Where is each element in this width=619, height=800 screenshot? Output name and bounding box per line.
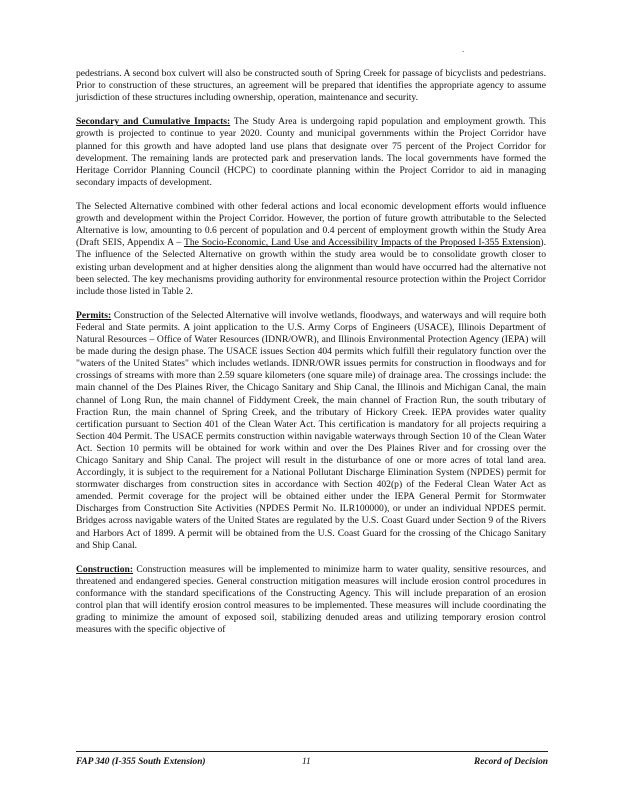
paragraph-text: Construction measures will be implemented to minimize harm to water quality, sensitive resources, and threatened and endangered species. General construction mitigation measures will include erosion control procedures in conformance with the standard specifications of the Constructing Agency. This will include preparation of an erosion control plan that will identify erosion control measures to be implemented. These measures will include coordinating the grading to minimize the amount of exposed soil, stabilizing denuded areas and utilizing temporary erosion control measures with the specific objective of <box>76 563 546 636</box>
paragraph-permits <box>76 310 546 552</box>
footer-page-number: 11 <box>302 757 311 767</box>
footer-divider <box>76 751 548 752</box>
paragraph-selected-alternative-growth <box>76 201 546 298</box>
paragraph-pedestrian-culvert <box>76 68 546 104</box>
paragraph-text: The Selected Alternative combined with other federal actions and local economic development efforts would influence growth and development within the Project Corridor. However, the portion of future growth attributable to the Selected Alternative is low, amounting to 0.6 percent of population and 0.4 percent of employment growth within the Study Area (Draft SEIS, Appendix A – <box>76 201 546 249</box>
paragraph-text: The Study Area is undergoing rapid population and employment growth. This growth is projected to continue to year 2020. County and municipal governments within the Project Corridor have planned for this growth and have adopted land use plans that designate over 75 percent of the Project Corridor for development. The remaining lands are protected park and preservation lands. The local governments have formed the Heritage Corridor Planning Council (HCPC) to coordinate planning within the Project Corridor to aid in managing secondary impacts of development. <box>76 116 546 188</box>
section-heading-construction: Construction: <box>76 563 134 575</box>
footer-project-name: FAP 340 (I-355 South Extension) <box>76 757 206 767</box>
paragraph-text: pedestrians. A second box culvert will also be constructed south of Spring Creek for passage of bicyclists and pedestrians. Prior to construction of these structures, an agreement will be prepared that identifies the appropriate agency to assume jurisdiction of these structures including ownership, operation, maintenance and security. <box>76 68 546 104</box>
section-heading-secondary-impacts: Secondary and Cumulative Impacts: <box>76 116 231 128</box>
section-heading-permits: Permits: <box>76 309 112 321</box>
paragraph-text: ). The influence of the Selected Alternative on growth within the study area would be to consolidate growth closer to existing urban development and at higher densities along the alignment than would have occurred had the alternative not been selected. The key mechanisms providing authority for environmental resource protection within the Project Corridor include those listed in Table 2. <box>76 237 546 297</box>
paragraph-construction <box>76 564 546 637</box>
body-text <box>76 68 546 649</box>
paragraph-secondary-cumulative-impacts <box>76 116 546 189</box>
paragraph-text: Construction of the Selected Alternative will involve wetlands, floodways, and waterways and will require both Federal and State permits. A joint application to the U.S. Army Corps of Engineers (USACE), Illinois Department of Natural Resources – Office of Water Resources (IDNR/OWR), and Illinois Environmental Protection Agency (IEPA) will be made during the design phase. The USACE issues Section 404 permits which fulfill their regulatory function over the "waters of the United States" which includes wetlands. IDNR/OWR issues permits for construction in floodways and for crossings of streams with more than 2.59 square kilometers (one square mile) of drainage area. The crossings include: the main channel of the Des Plaines River, the Chicago Sanitary and Ship Canal, the Illinois and Michigan Canal, the main channel of Long Run, the main channel of Fiddyment Creek, the main channel of Fraction Run, the south tributary of Fraction Run, the main channel of Spring Creek, and the tributary of Hickory Creek. IEPA provides water quality certification pursuant to Section 401 of the Clean Water Act. This certification is mandatory for all projects requiring a Section 404 Permit. The USACE permits construction within navigable waterways through Section 10 of the Clean Water Act. Section 10 permits will be obtained for work within and over the Des Plaines River and for crossing over the Chicago Sanitary and Ship Canal. The project will result in the disturbance of one or more acres of total land area. Accordingly, it is subject to the requirement for a National Pollutant Discharge Elimination System (NPDES) permit for stormwater discharges from construction sites in accordance with Section 402(p) of the Federal Clean Water Act as amended. Permit coverage for the project will be obtained either under the IEPA General Permit for Stormwater Discharges from Construction Site Activities (NPDES Permit No. ILR100000), or under an individual NPDES permit. Bridges across navigable waters of the United States are regulated by the U.S. Coast Guard under Section 9 of the Rivers and Harbors Act of 1899. A permit will be obtained from the U.S. Coast Guard for the crossing of the Chicago Sanitary and Ship Canal. <box>76 309 546 551</box>
page-footer <box>76 757 548 771</box>
corner-mark: . <box>462 44 465 54</box>
report-reference-title: The Socio-Economic, Land Use and Accessibility Impacts of the Proposed I-355 Extension <box>183 237 541 249</box>
footer-document-title: Record of Decision <box>474 757 548 767</box>
